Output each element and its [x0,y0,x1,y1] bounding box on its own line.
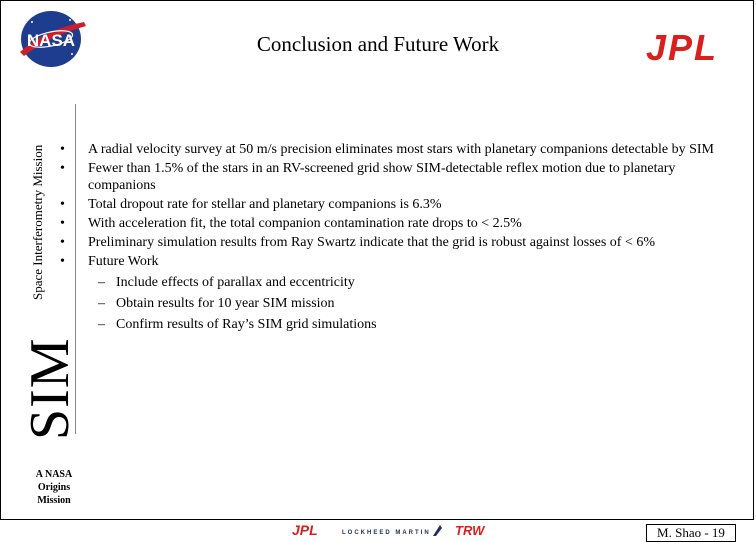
origins-line: Origins [37,482,71,493]
svg-text:JPL: JPL [645,30,719,64]
svg-text:NASA: NASA [26,31,76,50]
dash-glyph: – [98,296,105,311]
bullet-text: A radial velocity survey at 50 m/s precision eliminates most stars with planetary companions detectable by SIM [88,142,714,157]
bullet-item [58,253,718,270]
bullet-item [58,141,718,158]
bullet-item [58,160,718,194]
footer-lockheed-logo: LOCKHEED MARTIN [342,530,431,536]
bullet-text: Future Work [88,254,159,269]
origins-line: Mission [37,495,71,506]
bullet-item [58,234,718,251]
bullet-glyph: • [60,216,65,231]
dash-glyph: – [98,317,105,332]
bullet-glyph: • [60,142,65,157]
bullet-glyph: • [60,235,65,250]
bullet-glyph: • [60,254,65,269]
footer-jpl-logo: JPL [292,522,318,538]
sub-bullet-text: Obtain results for 10 year SIM mission [116,296,335,311]
sim-mission-label: Space Interferometry Mission [30,144,45,300]
bullet-item [58,196,718,213]
footer-lockheed-star [433,525,442,536]
bullet-glyph: • [60,197,65,212]
bullet-text: Total dropout rate for stellar and planetary companions is 6.3% [88,197,442,212]
origins-line: A NASA [35,469,73,480]
bullet-list [58,141,718,333]
bullet-glyph: • [60,161,65,176]
sub-bullet-item [98,316,718,333]
sim-logo-text: SIM [19,337,81,440]
origins-label [28,468,80,507]
bullet-text: With acceleration fit, the total companion contamination rate drops to < 2.5% [88,216,522,231]
slide-title: Conclusion and Future Work [256,32,500,56]
sub-bullet-item [98,274,718,291]
dash-glyph: – [98,275,105,290]
sub-bullet-item [98,295,718,312]
sub-bullet-text: Confirm results of Ray’s SIM grid simulations [116,317,377,332]
page-number: M. Shao - 19 [646,524,736,542]
bullet-item [58,215,718,232]
footer-trw-logo: TRW [455,523,485,538]
bullet-text: Preliminary simulation results from Ray Swartz indicate that the grid is robust against losses of < 6% [88,235,656,250]
bullet-text: Fewer than 1.5% of the stars in an RV-screened grid show SIM-detectable reflex motion due to planetary companions [88,161,676,193]
sub-bullet-text: Include effects of parallax and eccentricity [116,275,355,290]
partner-logos [290,522,510,538]
